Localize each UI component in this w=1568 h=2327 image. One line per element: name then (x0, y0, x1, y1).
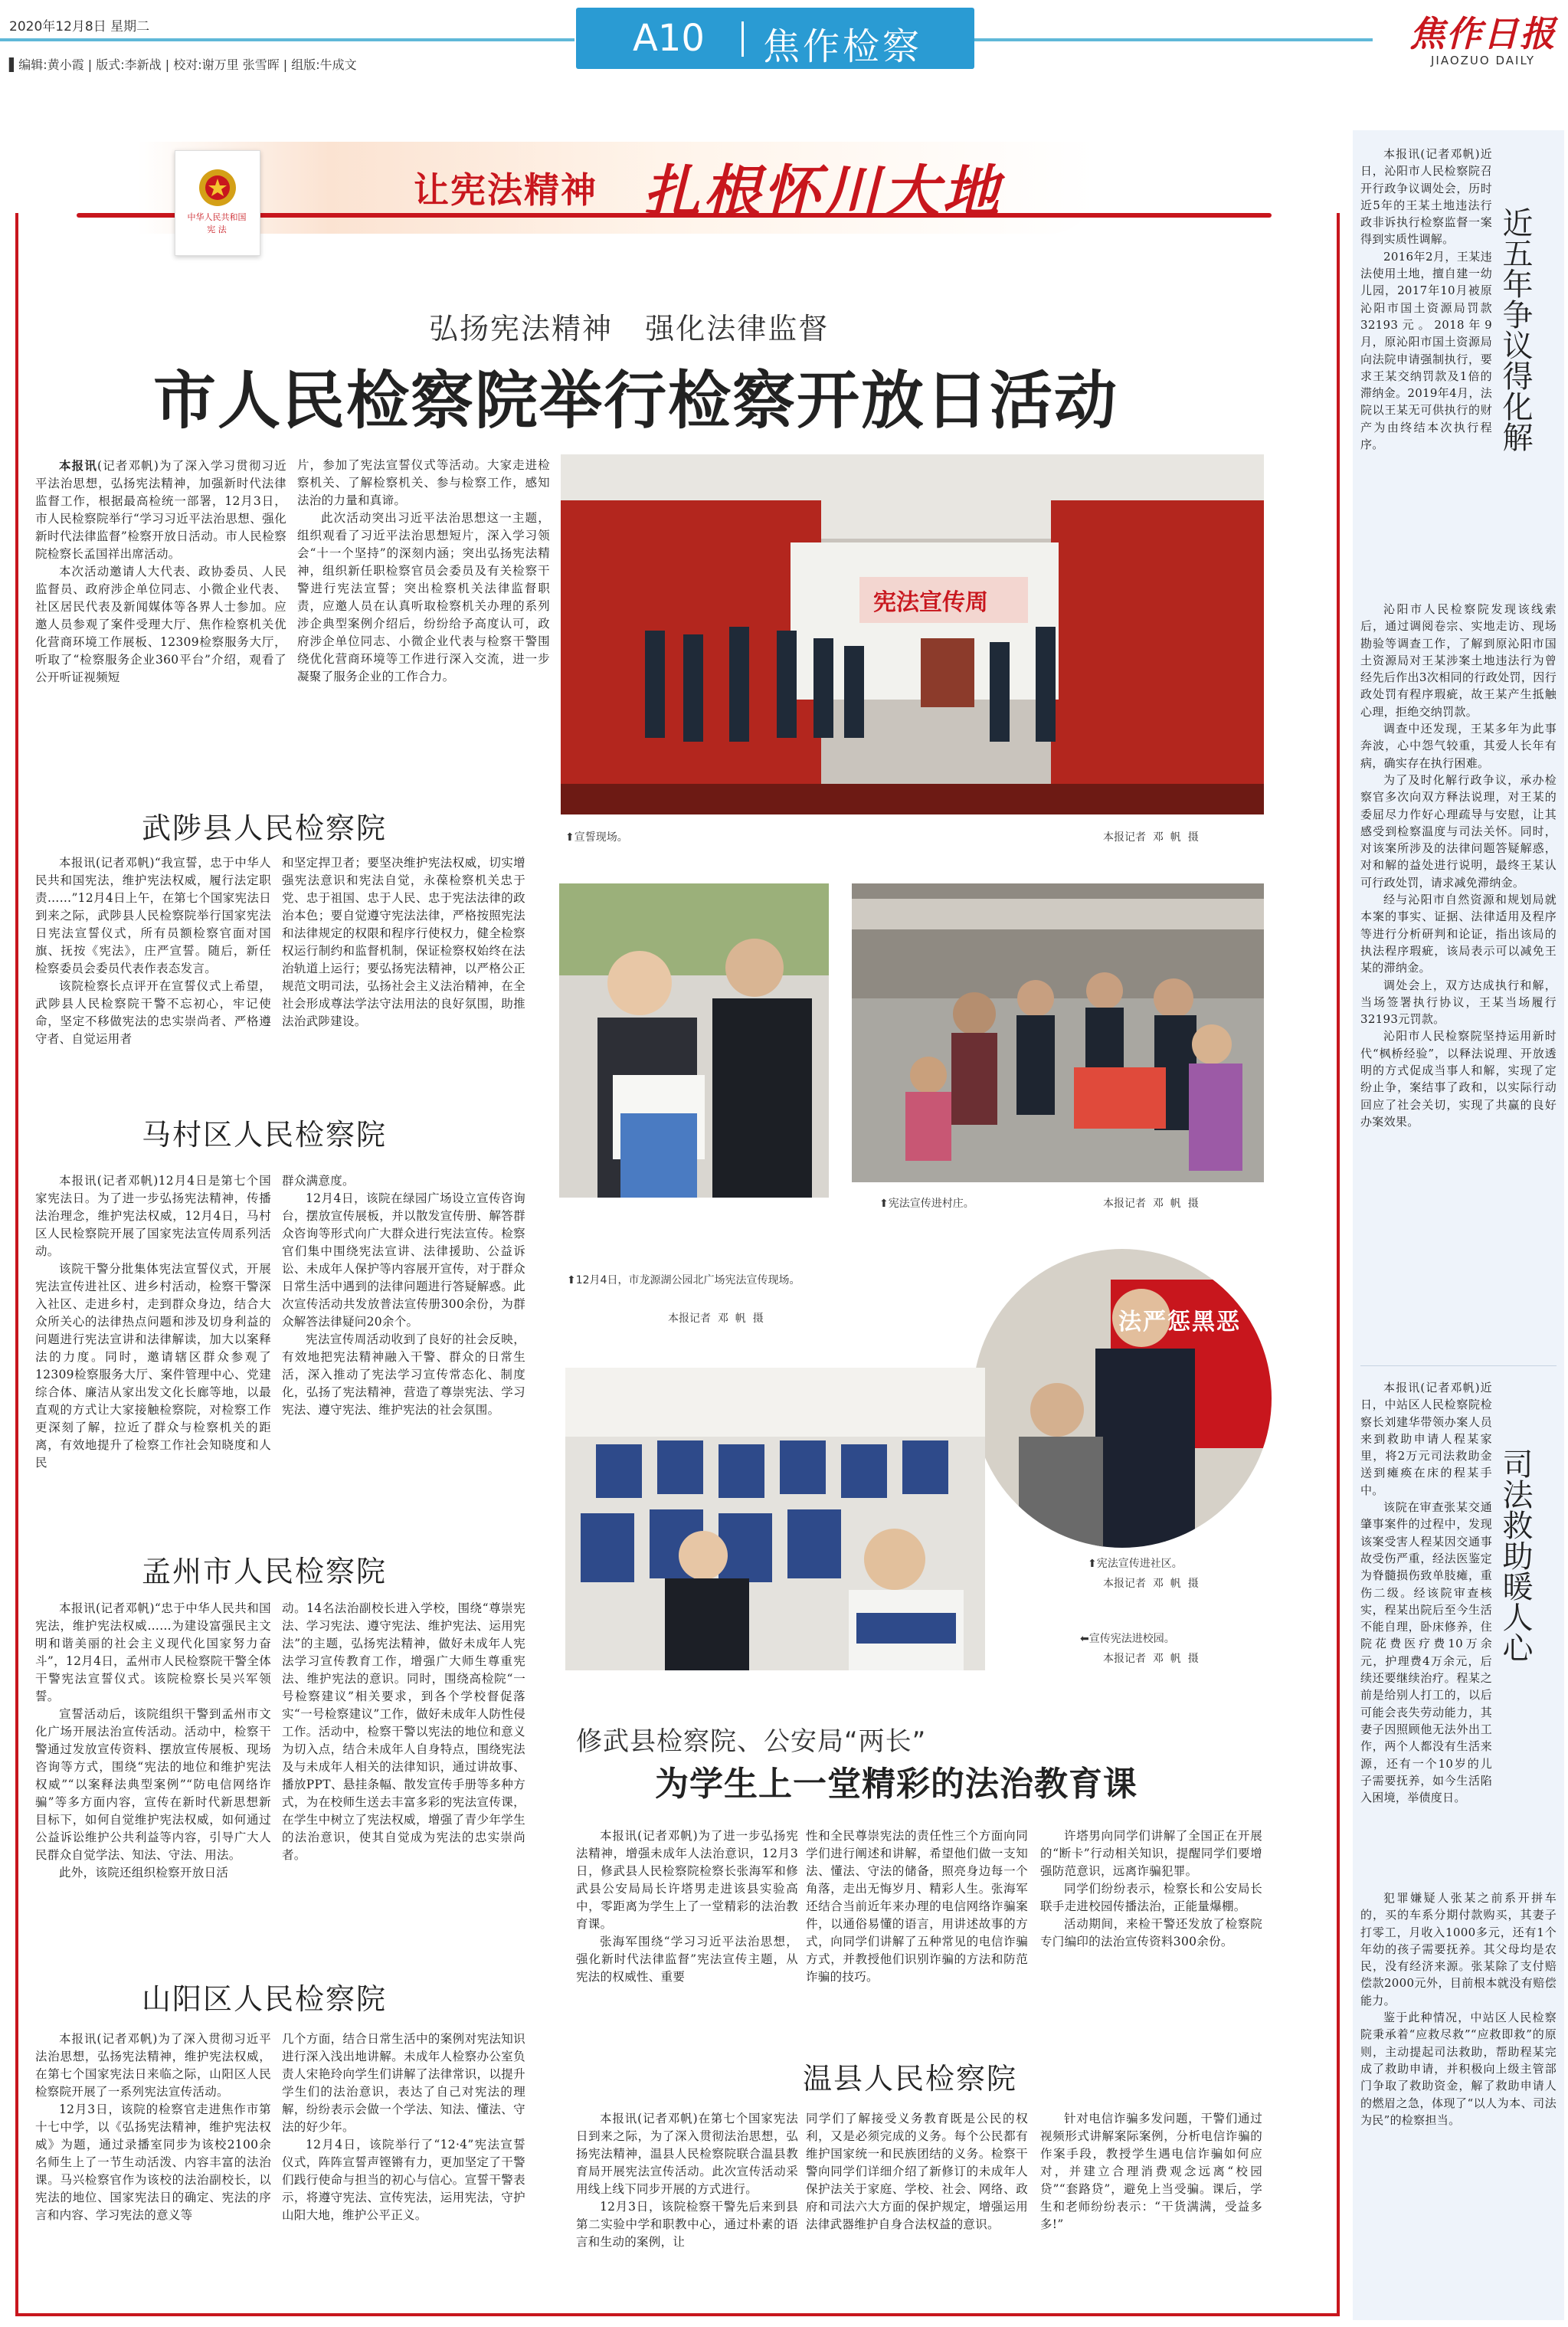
macun-c2c: 宪法宣传周活动收到了良好的社会反映，有效地把宪法精神融入干警、群众的日常生活，深入推动了宪法学习宣传常态化、制度化，弘扬了宪法精神，营造了尊崇宪法、学习宪法、遵守宪法、维护宪法的社会氛围。 (282, 1332, 525, 1417)
header-editors: ▌编辑:黄小霞 | 版式:李新战 | 校对:谢万里 张雪晖 | 组版:牛成文 (9, 57, 357, 72)
photo5-caption (1080, 1631, 1175, 1646)
main-frame-bottom (15, 2313, 1340, 2316)
up-arrow-icon-3: ⬆ (879, 1198, 889, 1210)
shanyang-col-2 (282, 2030, 525, 2224)
photo2-credit: 本报记者 邓 帆 摄 (668, 1313, 764, 1325)
section-title: 焦作检察 (763, 25, 923, 68)
macun-c2b: 12月4日，该院在绿园广场设立宣传咨询台，摆放宣传展板，并以散发宣传册、解答群众咨询等形式向广大群众进行宪法宣传。检察官们集中围绕宪法宣讲、法律援助、公益诉讼、未成年人保护等内容展开宣传，对于群众日常生活中遇到的法律问题进行答疑解惑。此次宣传活动共发放普法宣传册300余份，为群众解答法律疑问20余个。 (282, 1191, 525, 1329)
photo2-caption-text: 12月4日，市龙源湖公园北广场宪法宣传现场。 (575, 1274, 800, 1286)
right1-p1: 本报讯(记者邓帆)近日，沁阳市人民检察院召开行政争议调处会，历时近5年的王某土地违法行政非诉执行检察监督一案得到实质性调解。 (1360, 147, 1492, 247)
photo1-credit: 本报记者 邓 帆 摄 (1103, 831, 1199, 844)
wenxian-c1: 本报讯(记者邓帆)在第七个国家宪法日到来之际，为了深入贯彻法治思想，弘扬宪法精神，温县人民检察院联合温县教育局开展宪法宣传活动。此次宣传活动采用线上线下同步开展的方式进行。 (576, 2112, 798, 2196)
header-top-rule (0, 38, 574, 41)
shanyang-title: 山阳区人民检察院 (142, 1982, 388, 2016)
macun-c1: 本报讯(记者邓帆)12月4日是第七个国家宪法日。为了进一步弘扬宪法精神，传播法治理念，维护宪法权威，12月4日，马村区人民检察院开展了国家宪法宣传周系列活动。 (35, 1174, 271, 1258)
photo3-caption (879, 1195, 974, 1211)
newspaper-logo-en: JIAOZUO DAILY (1431, 54, 1535, 67)
photo-community (973, 1249, 1272, 1548)
lead-col-1 (35, 457, 286, 687)
right-divider (1360, 1365, 1557, 1366)
newspaper-logo: 焦作日报 (1409, 13, 1557, 54)
right2-p3: 犯罪嫌疑人张某之前系开拼车的，买的车系分期付款购买，其妻子打零工，月收入1000多元，还有1个年幼的孩子需要抚养。其父母均是农民，没有经济来源。张某除了支付赔偿款2000元外，目前根本就没有赔偿能力。 (1360, 1891, 1557, 2007)
wuzhi-title: 武陟县人民检察院 (142, 811, 388, 845)
up-arrow-icon-2: ⬆ (567, 1274, 576, 1286)
photo-oath-ceremony (561, 454, 1264, 814)
photo4-credit: 本报记者 邓 帆 摄 (1103, 1578, 1199, 1590)
xiuwu-c3: 许塔男向同学们讲解了全国正在开展的“断卡”行动相关知识，提醒同学们要增强防范意识，远离诈骗犯罪。 (1040, 1829, 1262, 1878)
right1-p4: 调查中还发现，王某多年为此事奔波，心中怨气较重，其爱人长年有病，确实存在执行困难。 (1360, 722, 1557, 770)
photo3-credit: 本报记者 邓 帆 摄 (1103, 1198, 1199, 1210)
right1-p7: 调处会上，双方达成执行和解，当场签署执行协议，王某当场履行32193元罚款。 (1360, 978, 1557, 1027)
wenxian-col-2 (806, 2110, 1028, 2234)
macun-c2: 群众满意度。 (282, 1174, 355, 1188)
lead-col1b-text: 本次活动邀请人大代表、政协委员、人民监督员、政府涉企单位同志、小微企业代表、社区居民代表及新闻媒体等各界人士参加。应邀人员参观了案件受理大厅、焦作检察机关优化营商环境工作展板、12309检察服务大厅，听取了“检察服务企业360平台”介绍，观看了公开听证视频短 (35, 565, 286, 684)
right2-p1: 本报讯(记者邓帆)近日，中站区人民检察院检察长刘建华带领办案人员来到救助申请人程某家里，将2万元司法救助金送到瘫痪在床的程某手中。 (1360, 1381, 1492, 1497)
wuzhi-c2: 和坚定捍卫者；要坚决维护宪法权威，切实增强宪法意识和宪法自觉，永葆检察机关忠于党、忠于祖国、忠于人民、忠于宪法法律的政治本色；要自觉遵守宪法法律，严格按照宪法和法律规定的权限和程序行使权力，健全检察权运行制约和监督机制，保证检察权始终在法治轨道上运行；要弘扬宪法精神，以严格公正规范文明司法，弘扬社会主义法治精神，在全社会形成尊法学法守法用法的良好氛围，助推法治武陟建设。 (282, 856, 525, 1028)
lead-col-2 (297, 457, 550, 686)
lead-title: 市人民检察院举行检察开放日活动 (153, 364, 1119, 438)
xiuwu-col-1 (576, 1827, 798, 1986)
shanyang-c2b: 12月4日，该院举行了“12·4”宪法宣誓仪式，阵阵宣誓声铿锵有力，更加坚定了干警们践行使命与担当的初心与信心。宣誓干警表示，将遵守宪法、宣传宪法，运用宪法，守护山阳大地，维护公平正义。 (282, 2138, 525, 2222)
wenxian-c2: 同学们了解接受义务教育既是公民的权利，又是必须完成的义务。每个公民都有维护国家统一和民族团结的义务。检察干警向同学们详细介绍了新修订的未成年人保护法关于家庭、学校、社会、网络、政府和司法六大方面的保护规定，增强运用法律武器维护自身合法权益的意识。 (806, 2112, 1028, 2231)
mengzhou-col-1 (35, 1600, 271, 1882)
mengzhou-col-2 (282, 1600, 525, 1864)
mengzhou-title: 孟州市人民检察院 (142, 1555, 388, 1588)
mengzhou-c1b: 宣誓活动后，该院组织干警到孟州市文化广场开展法治宣传活动。活动中，检察干警通过发放宣传资料、摆放宣传展板、现场咨询等方式，围绕“宪法的地位和维护宪法权威”“以案释法典型案例”“防电信网络诈骗”等多方面内容，宣传在新时代新思想新目标下，如何自觉维护宪法权威，如何通过公益诉讼维护公共利益等内容，引导广大人民群众自觉学法、知法、守法、用法。 (35, 1707, 271, 1862)
photo-park-square (559, 883, 829, 1198)
photo4-caption-text: 宪法宣传进社区。 (1096, 1558, 1183, 1570)
constitution-book-text: 中华人民共和国 宪 法 (187, 212, 247, 234)
right1-title: 近五年争议得化解 (1498, 207, 1533, 452)
photo4-banner-text: 法严惩黑恶 (1118, 1309, 1241, 1336)
right1-body-wide (1360, 601, 1557, 1130)
main-frame-right (1337, 213, 1340, 2316)
left-arrow-icon: ⬅ (1080, 1633, 1089, 1645)
constitution-book-icon (175, 150, 260, 256)
photo-village (852, 883, 1264, 1182)
photo4-caption (1088, 1555, 1183, 1571)
wuzhi-c1: 本报讯(记者邓帆)“我宣誓，忠于中华人民共和国宪法，维护宪法权威，履行法定职责……”12月4日上午，在第七个国家宪法日到来之际，武陟县人民检察院举行国家宪法日宪法宣誓仪式，所有员额检察官面对国旗、抚按《宪法》，庄严宣誓。随后，新任检察委员会委员代表作表态发言。 (35, 856, 271, 975)
right2-title: 司法救助暖人心 (1498, 1448, 1533, 1663)
xiuwu-c3b: 同学们纷纷表示，检察长和公安局长联手走进校园传播法治，正能量爆棚。 (1040, 1882, 1262, 1913)
page-number: A10 (633, 17, 705, 60)
xiuwu-c2: 性和全民尊崇宪法的责任性三个方面向同学们进行阐述和讲解，希望他们做一支知法、懂法、守法的储备，照亮身边每一个角落，走出无悔岁月、精彩人生。张海军还结合当前近年来办理的电信网络诈骗案件，以通俗易懂的语言，用讲述故事的方式，向同学们讲解了五种常见的电信诈骗方式，并教授他们识别诈骗的方法和防范诈骗的技巧。 (806, 1829, 1028, 1984)
xiuwu-c1: 本报讯(记者邓帆)为了进一步弘扬宪法精神，增强未成年人法治意识，12月3日，修武县人民检察院检察长张海军和修武县公安局局长许塔男走进该县实验高中，零距离为学生上了一堂精彩的法治教育课。 (576, 1829, 798, 1931)
lead-byline: 本报讯 (59, 458, 98, 473)
photo5-credit: 本报记者 邓 帆 摄 (1103, 1653, 1199, 1665)
macun-col-1 (35, 1172, 271, 1472)
header-date: 2020年12月8日 星期二 (9, 19, 150, 34)
xiuwu-title: 为学生上一堂精彩的法治教育课 (655, 1765, 1138, 1804)
lead-col2b-text: 此次活动突出习近平法治思想这一主题，组织观看了习近平法治思想短片，深入学习领会“十一个坚持”的深刻内涵；突出弘扬宪法精神，组织新任职检察官员会委员及有关检察干警进行宪法宣誓；突出检察机关法律监督职责，应邀人员在认真听取检察机关办理的系列涉企典型案例介绍后，纷纷给予高度认可，政府涉企单位同志、小微企业代表与检察干警围绕优化营商环境等工作进行深入交流，进一步凝聚了服务企业的工作合力。 (297, 511, 550, 683)
banner-left-title: 让宪法精神 (414, 169, 597, 211)
macun-col-2 (282, 1172, 525, 1419)
photo-school (565, 1368, 985, 1670)
photo1-caption (565, 829, 628, 844)
shanyang-c1b: 12月3日，该院的检察官走进焦作市第十七中学，以《弘扬宪法精神，维护宪法权威》为题，通过录播室同步为该校2100余名师生上了一节生动活泼、内容丰富的法治课。马兴检察官作为该校的法治副校长，以宪法的地位、国家宪法日的确定、宪法的序言和内容、学习宪法的意义等 (35, 2102, 271, 2222)
xiuwu-kicker: 修武县检察院、公安局“两长” (576, 1726, 927, 1757)
up-arrow-icon-4: ⬆ (1088, 1558, 1097, 1570)
shanyang-c1: 本报讯(记者邓帆)为了深入贯彻习近平法治思想，弘扬宪法精神，维护宪法权威，在第七个国家宪法日来临之际，山阳区人民检察院开展了一系列宪法宣传活动。 (35, 2032, 271, 2099)
right2-body (1360, 1379, 1492, 1806)
mengzhou-c1c: 此外，该院还组织检察开放日活 (59, 1866, 229, 1880)
right2-p2: 该院在审查张某交通肇事案件的过程中，发现该案受害人程某因交通事故受伤严重，经法医鉴定为脊髓损伤致单肢瘫，重伤二级。经该院审查核实，程某出院后至今生活不能自理，卧床修养，住院花费医疗费10万余元，护理费4万余元，后续还要继续治疗。程某之前是给别人打工的，以后可能会丧失劳动能力，其妻子因照顾他无法外出工作，两个人都没有生活来源，还有一个10岁的儿子需要抚养，如今生活陷入困境，举债度日。 (1360, 1500, 1492, 1805)
header-top-rule-right (974, 38, 1373, 41)
right2-p4: 鉴于此种情况，中站区人民检察院秉承着“应救尽救”“应救即救”的原则，主动提起司法救助，帮助程某完成了救助申请，并积极向上级主管部门争取了救助资金，解了救助申请人的燃眉之急，体现了“以人为本、司法为民”的检察担当。 (1360, 2011, 1557, 2127)
right1-p6: 经与沁阳市自然资源和规划局就本案的事实、证据、法律适用及程序等进行分析研判和论证，指出该局的执法程序瑕疵，该局表示可以减免王某的滞纳金。 (1360, 893, 1557, 975)
mengzhou-c1: 本报讯(记者邓帆)“忠于中华人民共和国宪法，维护宪法权威……为建设富强民主文明和谐美丽的社会主义现代化国家努力奋斗”，12月4日，孟州市人民检察院干警全体干警宪法宣誓仪式。该院检察长吴兴军领誓。 (35, 1601, 271, 1703)
lead-kicker: 弘扬宪法精神 强化法律监督 (429, 312, 830, 346)
banner-right-title: 扎根怀川大地 (643, 159, 1002, 225)
wuzhi-col-2 (282, 854, 525, 1031)
macun-title: 马村区人民检察院 (142, 1118, 388, 1152)
wenxian-col-3 (1040, 2110, 1262, 2234)
xiuwu-c3c: 活动期间，来检干警还发放了检察院专门编印的法治宣传资料300余份。 (1040, 1917, 1262, 1948)
wenxian-col-1 (576, 2110, 798, 2251)
lead-col2-text: 片，参加了宪法宣誓仪式等活动。大家走进检察机关、了解检察机关、参与检察工作，感知法治的力量和真谛。 (297, 458, 550, 507)
main-frame-left (15, 213, 18, 2316)
up-arrow-icon: ⬆ (565, 831, 574, 844)
right2-body-wide (1360, 1889, 1557, 2129)
shanyang-col-1 (35, 2030, 271, 2224)
xiuwu-col-3 (1040, 1827, 1262, 1951)
right1-body (1360, 146, 1492, 453)
right1-p3: 沁阳市人民检察院发现该线索后，通过调阅卷宗、实地走访、现场勘验等调查工作，了解到原沁阳市国土资源局对王某涉案土地违法行为曾经先后作出3次相同的行政处罚，因行政处罚有程序瑕疵，故王某产生抵触心理，拒绝交纳罚款。 (1360, 602, 1557, 719)
photo5-caption-text: 宣传宪法进校园。 (1088, 1633, 1175, 1645)
wuzhi-c1b: 该院检察长点评开在宣誓仪式上希望，武陟县人民检察院干警不忘初心，牢记使命，坚定不移做宪法的忠实崇尚者、严格遵守者、自觉运用者 (35, 979, 271, 1046)
wenxian-c1b: 12月3日，该院检察干警先后来到县第二实验中学和职教中心，通过朴素的语言和生动的案例，让 (576, 2200, 798, 2249)
photo-banner-text: 宪法宣传周 (873, 589, 988, 616)
xiuwu-c1b: 张海军围绕“学习习近平法治思想，强化新时代法律监督”宪法宣传主题，从宪法的权威性、重要 (576, 1935, 798, 1984)
wenxian-title: 温县人民检察院 (803, 2062, 1018, 2096)
photo3-caption-text: 宪法宣传进村庄。 (888, 1198, 974, 1210)
right1-p8: 沁阳市人民检察院坚持运用新时代“枫桥经验”，以释法说理、开放透明的方式促成当事人和解，实现了定纷止争，案结事了政和，以实际行动回应了社会关切，实现了共赢的良好办案效果。 (1360, 1029, 1557, 1129)
photo2-caption (567, 1272, 827, 1289)
wenxian-c3: 针对电信诈骗多发问题，干警们通过视频形式讲解案际案例，分析电信诈骗的作案手段，教授学生遇电信诈骗如何应对，并建立合理消费观念远离“校园贷”“套路贷”，避免上当受骗。课后，学生和老师纷纷表示：“干货满满，受益多多!” (1040, 2112, 1262, 2231)
right1-p5: 为了及时化解行政争议，承办检察官多次向双方释法说理，对王某的委屈尽力作好心理疏导与安慰，让其感受到检察温度与司法关怀。同时，对该案所涉及的法律问题答疑解惑，对和解的益处进行说明，最终王某认可行政处罚，请求减免滞纳金。 (1360, 772, 1557, 890)
right1-p2: 2016年2月，王某违法使用土地，擅自建一幼儿园，2017年10月被原沁阳市国土资源局罚款32193元。2018年9月，原沁阳市国土资源局向法院申请强制执行，要求王某交纳罚款及1倍的滞纳金。2019年4月，法院以王某无可供执行的财产为由终结本次执行程序。 (1360, 249, 1492, 452)
xiuwu-col-2 (806, 1827, 1028, 1986)
lead-col1-text: 为了深入学习贯彻习近平法治思想，弘扬宪法精神，加强新时代法律监督工作，根据最高检统一部署，12月3日，市人民检察院举行“学习习近平法治思想、强化新时代法律监督”检察开放日活动。市人民检察院检察长孟国祥出席活动。 (35, 459, 286, 561)
macun-c1b: 该院干警分批集体宪法宣誓仪式，开展宪法宣传进社区、进乡村活动，检察干警深入社区、走进乡村，走到群众身边，结合大众所关心的法律热点问题和涉及切身利益的问题进行宪法宣讲和法律解读，加大以案释法的力度。同时，邀请辖区群众参观了12309检察服务大厅、案件管理中心、党建综合体、廉洁从家出发文化长廊等地，以最直观的方式让大家接触检察院，对检察工作更深刻了解，拉近了群众与检察机关的距离，有效地提升了检察工作社会知晓度和人民 (35, 1262, 271, 1470)
wuzhi-col-1 (35, 854, 271, 1048)
shanyang-c2: 几个方面，结合日常生活中的案例对宪法知识进行深入浅出地讲解。未成年人检察办公室负责人宋艳玲向学生们讲解了法律常识，以提升学生们的法治意识，表达了自己对宪法的理解，纷纷表示会做一个学法、知法、懂法、守法的好少年。 (282, 2032, 525, 2134)
header-divider (741, 21, 744, 57)
lead-byline-author: (记者邓帆) (97, 459, 159, 473)
mengzhou-c2: 动。14名法治副校长进入学校，围绕“尊崇宪法、学习宪法、遵守宪法、维护宪法、运用宪法”的主题，弘扬宪法精神，做好未成年人宪法学习宣传教育工作，增强广大师生尊重宪法、维护宪法的意识。同时，围绕高检院“一号检察建议”相关要求，到各个学校督促落实“一号检察建议”工作，做好未成年人防性侵工作。活动中，检察干警以宪法的地位和意义为切入点，结合未成年人自身特点，围绕宪法及与未成年人相关的法律知识，通过讲故事、播放PPT、悬挂条幅、散发宣传手册等多种方式，为在校师生送去丰富多彩的宪法宣传课，在学生中树立了宪法权威，增强了青少年学生的法治意识，使其自觉成为宪法的忠实崇尚者。 (282, 1601, 525, 1862)
photo1-caption-text: 宣誓现场。 (574, 831, 628, 844)
